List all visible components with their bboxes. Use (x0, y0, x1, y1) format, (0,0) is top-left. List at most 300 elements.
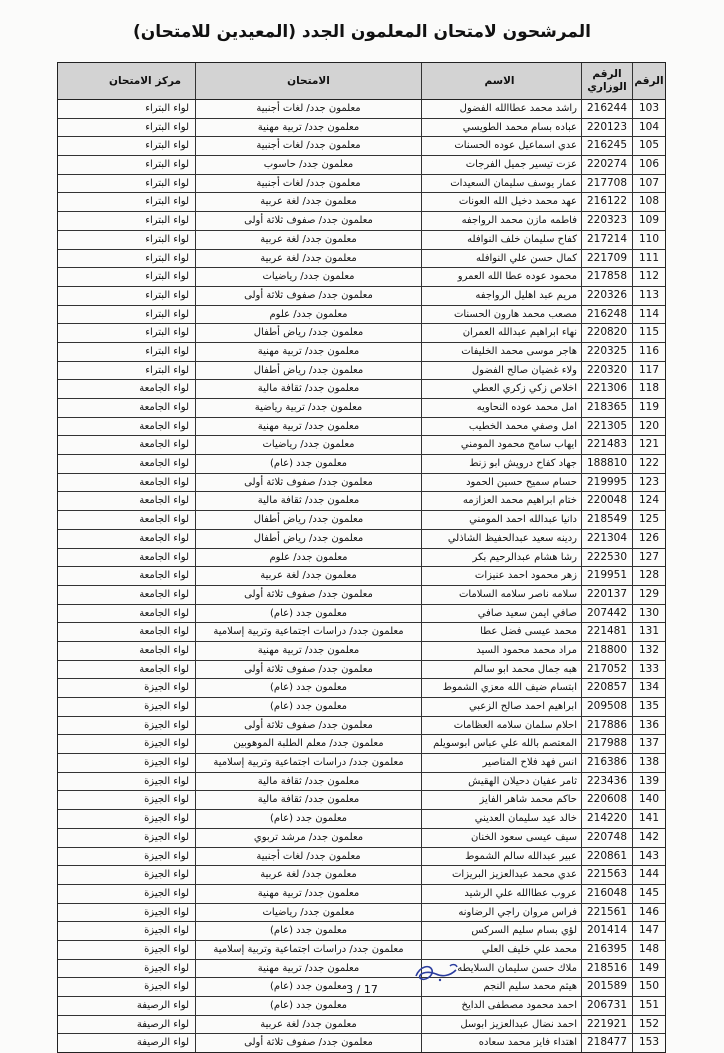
row-number: 130 (632, 605, 665, 623)
row-number: 128 (632, 567, 665, 585)
candidate-name: عهد محمد دخيل الله العونات (421, 193, 581, 211)
table-row (58, 492, 665, 511)
exam-center: لواء الرصيفة (136, 1018, 189, 1030)
header-ministry-line1: الرقم (592, 68, 622, 80)
exam-type: معلمون جدد/ لغة عربية (195, 1016, 421, 1034)
table-body (58, 100, 665, 1052)
candidate-name: مريم عبد اهليل الرواجفه (421, 287, 581, 305)
row-number: 142 (632, 829, 665, 847)
exam-type: معلمون جدد/ لغة عربية (195, 193, 421, 211)
candidate-name: فراس مروان راجي الرضاونه (421, 904, 581, 922)
candidate-name: امل محمد عوده النحاويه (421, 399, 581, 417)
candidate-name: اهتداء فايز محمد سعاده (421, 1034, 581, 1052)
ministry-number: 221305 (581, 418, 632, 436)
row-number: 124 (632, 492, 665, 510)
table-row (58, 698, 665, 717)
exam-type: معلمون جدد/ رياضيات (195, 268, 421, 286)
ministry-number: 218365 (581, 399, 632, 417)
table-row (58, 362, 665, 381)
ministry-number: 220323 (581, 212, 632, 230)
candidate-name: محمود عوده عطا الله العمرو (421, 268, 581, 286)
table-row (58, 605, 665, 624)
exam-center: لواء البتراء (145, 103, 189, 114)
row-number: 141 (632, 810, 665, 828)
page-title: المرشحون لامتحان المعلمون الجدد (المعيدين للامتحان) (133, 22, 591, 42)
exam-center: لواء الجامعة (139, 607, 189, 619)
row-number: 119 (632, 399, 665, 417)
ministry-number: 217858 (581, 268, 632, 286)
row-number: 146 (632, 904, 665, 922)
row-number: 116 (632, 343, 665, 361)
exam-type: معلمون جدد/ رياض أطفال (195, 530, 421, 548)
exam-center: لواء البتراء (145, 364, 189, 376)
row-number: 149 (632, 960, 665, 978)
ministry-number: 223436 (581, 773, 632, 791)
ministry-number: 218516 (581, 960, 632, 978)
ministry-number: 220048 (581, 492, 632, 510)
row-number: 147 (632, 922, 665, 940)
table-row (58, 829, 665, 848)
candidate-name: ملاك حسن سليمان السلايطه (421, 960, 581, 978)
ministry-number: 216048 (581, 885, 632, 903)
exam-type: معلمون جدد/ صفوف ثلاثة أولى (195, 474, 421, 492)
row-number: 148 (632, 941, 665, 959)
candidate-name: اخلاص زكي زكري العطي (421, 380, 581, 398)
candidate-name: حسام سميح حسين الحمود (421, 474, 581, 492)
row-number: 151 (632, 997, 665, 1015)
table-row (58, 661, 665, 680)
table-row (58, 773, 665, 792)
table-row (58, 922, 665, 941)
candidate-name: سيف عيسى سعود الخنان (421, 829, 581, 847)
exam-type: معلمون جدد/ علوم (195, 549, 421, 567)
exam-type: معلمون جدد/ رياض أطفال (195, 324, 421, 342)
exam-center: لواء الجامعة (139, 588, 189, 600)
row-number: 129 (632, 586, 665, 604)
candidate-name: سلامه ناصر سلامه السلامات (421, 586, 581, 604)
exam-type: معلمون جدد/ لغة عربية (195, 250, 421, 268)
table-row (58, 418, 665, 437)
table-row (58, 754, 665, 773)
candidate-name: هبه جمال محمد ابو سالم (421, 661, 581, 679)
candidate-name: عروب عطاالله علي الرشيد (421, 885, 581, 903)
candidate-name: دانيا عبدالله احمد المومني (421, 511, 581, 529)
candidate-name: نهاء ابراهيم عبدالله العمران (421, 324, 581, 342)
table-row (58, 941, 665, 960)
ministry-number: 221481 (581, 623, 632, 641)
exam-type: معلمون جدد/ تربية مهنية (195, 418, 421, 436)
header-exam: الامتحان (195, 63, 421, 99)
exam-type: معلمون جدد/ صفوف ثلاثة أولى (195, 1034, 421, 1052)
candidate-name: عدي اسماعيل عوده الحسنات (421, 137, 581, 155)
exam-type: معلمون جدد (عام) (195, 810, 421, 828)
table-row (58, 791, 665, 810)
exam-center: لواء الجامعة (139, 570, 189, 582)
exam-type: معلمون جدد/ لغة عربية (195, 567, 421, 585)
exam-type: معلمون جدد/ معلم الطلبة الموهوبين (195, 735, 421, 753)
candidate-name: محمد عيسى فضل عطا (421, 623, 581, 641)
ministry-number: 221483 (581, 436, 632, 454)
exam-center: لواء الجيزة (144, 981, 189, 993)
row-number: 125 (632, 511, 665, 529)
row-number: 135 (632, 698, 665, 716)
exam-type: معلمون جدد/ صفوف ثلاثة أولى (195, 661, 421, 679)
row-number: 112 (632, 268, 665, 286)
ministry-number: 216386 (581, 754, 632, 772)
row-number: 143 (632, 848, 665, 866)
candidate-name: فاطمه مازن محمد الرواجفه (421, 212, 581, 230)
exam-type: معلمون جدد/ ثقافة مالية (195, 791, 421, 809)
exam-center: لواء البتراء (145, 215, 189, 227)
ministry-number: 221921 (581, 1016, 632, 1034)
table-row (58, 997, 665, 1016)
exam-center: لواء البتراء (145, 159, 189, 171)
candidate-name: احمد نضال عبدالعزيز ابوسل (421, 1016, 581, 1034)
exam-center: لواء البتراء (145, 345, 189, 357)
exam-type: معلمون جدد/ رياضيات (195, 436, 421, 454)
exam-type: معلمون جدد/ لغات أجنبية (195, 137, 421, 155)
exam-type: معلمون جدد/ ثقافة مالية (195, 380, 421, 398)
table-row (58, 455, 665, 474)
header-center: مركز الامتحان (108, 75, 181, 87)
exam-type: معلمون جدد/ رياضيات (195, 904, 421, 922)
candidate-name: المعتصم بالله علي عباس ابوسويلم (421, 735, 581, 753)
exam-type: معلمون جدد (عام) (195, 997, 421, 1015)
ministry-number: 221561 (581, 904, 632, 922)
candidate-name: حاكم محمد شاهر الفايز (421, 791, 581, 809)
row-number: 133 (632, 661, 665, 679)
ministry-number: 188810 (581, 455, 632, 473)
table-row (58, 642, 665, 661)
table-row (58, 866, 665, 885)
table-row (58, 324, 665, 343)
exam-center: لواء الجامعة (139, 626, 189, 638)
exam-type: معلمون جدد/ لغات أجنبية (195, 100, 421, 118)
exam-type: معلمون جدد/ ثقافة مالية (195, 492, 421, 510)
ministry-number: 220320 (581, 362, 632, 380)
candidate-name: ايهاب سامح محمود المومني (421, 436, 581, 454)
candidate-name: زهر محمود احمد عنيزات (421, 567, 581, 585)
exam-center: لواء البتراء (145, 140, 189, 152)
ministry-number: 217886 (581, 717, 632, 735)
ministry-number: 221306 (581, 380, 632, 398)
signature-mark (410, 958, 470, 986)
exam-type: معلمون جدد/ علوم (195, 306, 421, 324)
exam-center: لواء الجامعة (139, 551, 189, 563)
exam-type: معلمون جدد/ رياض أطفال (195, 511, 421, 529)
candidate-name: احمد محمود مصطفى الدايخ (421, 997, 581, 1015)
exam-center: لواء الجيزة (144, 962, 189, 974)
exam-center: لواء الجامعة (139, 439, 189, 451)
table-row (58, 567, 665, 586)
table-row (58, 1016, 665, 1035)
exam-center: لواء الجامعة (139, 663, 189, 675)
exam-center: لواء الجيزة (144, 813, 189, 825)
ministry-number: 217214 (581, 231, 632, 249)
ministry-number: 221304 (581, 530, 632, 548)
table-row (58, 250, 665, 269)
table-row (58, 810, 665, 829)
ministry-number: 206731 (581, 997, 632, 1015)
table-row (58, 530, 665, 549)
exam-center: لواء الجامعة (139, 458, 189, 470)
exam-center: لواء الجامعة (139, 420, 189, 432)
row-number: 126 (632, 530, 665, 548)
exam-center: لواء البتراء (145, 196, 189, 208)
candidate-name: احلام سلمان سلامه العظامات (421, 717, 581, 735)
row-number: 117 (632, 362, 665, 380)
table-row (58, 717, 665, 736)
exam-center: لواء الرصيفة (136, 1000, 189, 1011)
exam-center: لواء الجيزة (144, 906, 189, 918)
exam-center: لواء الرصيفة (136, 1037, 189, 1049)
ministry-number: 209508 (581, 698, 632, 716)
table-row (58, 231, 665, 250)
header-ministry-number (581, 63, 632, 99)
row-number: 118 (632, 380, 665, 398)
table-row (58, 885, 665, 904)
ministry-number: 220325 (581, 343, 632, 361)
exam-type: معلمون جدد/ لغة عربية (195, 866, 421, 884)
header-name: الاسم (421, 63, 581, 99)
table-row (58, 904, 665, 923)
ministry-number: 221709 (581, 250, 632, 268)
row-number: 107 (632, 175, 665, 193)
ministry-number: 220608 (581, 791, 632, 809)
row-number: 109 (632, 212, 665, 230)
table-row (58, 960, 665, 979)
candidate-name: ولاء غضيان صالح الفضول (421, 362, 581, 380)
exam-type: معلمون جدد/ تربية مهنية (195, 642, 421, 660)
row-number: 103 (632, 100, 665, 118)
table-row (58, 100, 665, 119)
candidate-name: عباده بسام محمد الطويسي (421, 119, 581, 137)
candidate-name: محمد علي خليف العلي (421, 941, 581, 959)
exam-center: لواء الجيزة (144, 850, 189, 862)
exam-center: لواء الجيزة (144, 775, 189, 787)
row-number: 136 (632, 717, 665, 735)
candidates-table (57, 62, 666, 1053)
table-row (58, 306, 665, 325)
page-number: 3 / 17 (346, 983, 378, 996)
table-row (58, 119, 665, 138)
candidate-name: عدي محمد عبدالعزيز البريزات (421, 866, 581, 884)
row-number: 153 (632, 1034, 665, 1052)
table-row (58, 474, 665, 493)
table-row (58, 175, 665, 194)
candidate-name: انس فهد فلاح المناصير (421, 754, 581, 772)
table-row (58, 1034, 665, 1052)
row-number: 140 (632, 791, 665, 809)
header-num: الرقم (632, 63, 665, 99)
exam-center: لواء البتراء (145, 121, 189, 133)
ministry-number: 216395 (581, 941, 632, 959)
exam-type: معلمون جدد/ لغات أجنبية (195, 175, 421, 193)
exam-type: معلمون جدد/ تربية رياضية (195, 399, 421, 417)
exam-type: معلمون جدد/ دراسات اجتماعية وتربية إسلامية (195, 623, 421, 641)
row-number: 113 (632, 287, 665, 305)
exam-center: لواء الجامعة (139, 644, 189, 656)
row-number: 127 (632, 549, 665, 567)
candidate-name: مراد محمد محمود السيد (421, 642, 581, 660)
candidate-name: كمال حسن علي النوافله (421, 250, 581, 268)
candidate-name: هيثم محمد سليم النجم (421, 978, 581, 996)
row-number: 152 (632, 1016, 665, 1034)
exam-center: لواء البتراء (145, 233, 189, 245)
exam-center: لواء البتراء (145, 177, 189, 189)
row-number: 123 (632, 474, 665, 492)
row-number: 137 (632, 735, 665, 753)
ministry-number: 220326 (581, 287, 632, 305)
exam-type: معلمون جدد (عام) (195, 455, 421, 473)
candidate-name: خالد عيد سليمان العديني (421, 810, 581, 828)
table-row (58, 212, 665, 231)
row-number: 150 (632, 978, 665, 996)
exam-center: لواء الجامعة (139, 532, 189, 544)
ministry-number: 218800 (581, 642, 632, 660)
exam-center: لواء الجيزة (144, 869, 189, 881)
exam-center: لواء الجيزة (144, 794, 189, 806)
table-row (58, 399, 665, 418)
candidate-name: مصعب محمد هارون الحسنات (421, 306, 581, 324)
exam-type: معلمون جدد/ صفوف ثلاثة أولى (195, 212, 421, 230)
candidate-name: ختام ابراهيم محمد العزازمه (421, 492, 581, 510)
exam-type: معلمون جدد/ دراسات اجتماعية وتربية إسلامية (195, 941, 421, 959)
row-number: 104 (632, 119, 665, 137)
exam-type: معلمون جدد/ لغات أجنبية (195, 848, 421, 866)
ministry-number: 214220 (581, 810, 632, 828)
header-ministry-line2: الوزاري (587, 81, 627, 93)
ministry-number: 217708 (581, 175, 632, 193)
ministry-number: 220123 (581, 119, 632, 137)
exam-center: لواء البتراء (145, 252, 189, 264)
row-number: 111 (632, 250, 665, 268)
exam-type: معلمون جدد (عام) (195, 605, 421, 623)
exam-center: لواء الجيزة (144, 682, 189, 694)
table-row (58, 343, 665, 362)
row-number: 131 (632, 623, 665, 641)
exam-center: لواء البتراء (145, 289, 189, 301)
ministry-number: 220137 (581, 586, 632, 604)
exam-center: لواء الجيزة (144, 925, 189, 937)
candidate-name: ثامر عفيان دحيلان الهقيش (421, 773, 581, 791)
exam-type: معلمون جدد/ مرشد تربوي (195, 829, 421, 847)
exam-type: معلمون جدد/ تربية مهنية (195, 119, 421, 137)
exam-center: لواء الجامعة (139, 495, 189, 507)
candidate-name: عزت تيسير جميل الفرجات (421, 156, 581, 174)
exam-type: معلمون جدد/ صفوف ثلاثة أولى (195, 717, 421, 735)
ministry-number: 217988 (581, 735, 632, 753)
ministry-number: 218549 (581, 511, 632, 529)
exam-center: لواء الجامعة (139, 514, 189, 526)
table-row (58, 380, 665, 399)
ministry-number: 216248 (581, 306, 632, 324)
candidate-name: ابراهيم احمد صالح الزعبي (421, 698, 581, 716)
candidate-name: ردينه سعيد عبدالحفيظ الشاذلي (421, 530, 581, 548)
ministry-number: 220274 (581, 156, 632, 174)
ministry-number: 201589 (581, 978, 632, 996)
ministry-number: 216244 (581, 100, 632, 118)
row-number: 110 (632, 231, 665, 249)
candidate-name: جهاد كفاح درويش ابو زنط (421, 455, 581, 473)
candidate-name: عبير عبدالله سالم الشموط (421, 848, 581, 866)
row-number: 121 (632, 436, 665, 454)
table-row (58, 436, 665, 455)
exam-type: معلمون جدد/ تربية مهنية (195, 343, 421, 361)
exam-type: معلمون جدد (عام) (195, 922, 421, 940)
ministry-number: 220861 (581, 848, 632, 866)
table-row (58, 156, 665, 175)
exam-type: معلمون جدد/ حاسوب (195, 156, 421, 174)
row-number: 114 (632, 306, 665, 324)
table-row (58, 268, 665, 287)
table-row (58, 623, 665, 642)
exam-center: لواء الجيزة (144, 757, 189, 769)
exam-center: لواء الجيزة (144, 719, 189, 731)
exam-center: لواء الجامعة (139, 402, 189, 413)
row-number: 105 (632, 137, 665, 155)
exam-center: لواء البتراء (145, 271, 189, 283)
row-number: 132 (632, 642, 665, 660)
exam-center: لواء البتراء (145, 308, 189, 320)
table-row (58, 193, 665, 212)
exam-type: معلمون جدد (عام) (195, 978, 421, 996)
row-number: 134 (632, 679, 665, 697)
ministry-number: 219951 (581, 567, 632, 585)
exam-type: معلمون جدد/ لغة عربية (195, 231, 421, 249)
exam-type: معلمون جدد/ رياض أطفال (195, 362, 421, 380)
candidate-name: عمار يوسف سليمان السعيدات (421, 175, 581, 193)
exam-type: معلمون جدد (عام) (195, 698, 421, 716)
table-row (58, 848, 665, 867)
ministry-number: 218477 (581, 1034, 632, 1052)
row-number: 138 (632, 754, 665, 772)
exam-center: لواء البتراء (145, 327, 189, 339)
exam-type: معلمون جدد/ ثقافة مالية (195, 773, 421, 791)
exam-center: لواء الجيزة (144, 831, 189, 843)
exam-center: لواء الجيزة (144, 738, 189, 750)
ministry-number: 201414 (581, 922, 632, 940)
ministry-number: 220748 (581, 829, 632, 847)
exam-type: معلمون جدد/ تربية مهنية (195, 885, 421, 903)
candidate-name: صافي ايمن سعيد صافي (421, 605, 581, 623)
exam-type: معلمون جدد/ تربية مهنية (195, 960, 421, 978)
row-number: 120 (632, 418, 665, 436)
exam-center: لواء الجيزة (144, 943, 189, 955)
ministry-number: 219995 (581, 474, 632, 492)
ministry-number: 216122 (581, 193, 632, 211)
table-row (58, 735, 665, 754)
exam-type: معلمون جدد/ دراسات اجتماعية وتربية إسلامية (195, 754, 421, 772)
ministry-number: 220857 (581, 679, 632, 697)
exam-type: معلمون جدد/ صفوف ثلاثة أولى (195, 287, 421, 305)
table-row (58, 287, 665, 306)
row-number: 145 (632, 885, 665, 903)
ministry-number: 220820 (581, 324, 632, 342)
candidate-name: ابتسام ضيف الله معزي الشموط (421, 679, 581, 697)
table-row (58, 137, 665, 156)
table-row (58, 549, 665, 568)
row-number: 106 (632, 156, 665, 174)
exam-center: لواء الجيزة (144, 701, 189, 712)
ministry-number: 217052 (581, 661, 632, 679)
table-header (58, 63, 665, 100)
candidate-name: رشا هشام عبدالرحيم بكر (421, 549, 581, 567)
table-row (58, 586, 665, 605)
ministry-number: 222530 (581, 549, 632, 567)
exam-type: معلمون جدد (عام) (195, 679, 421, 697)
ministry-number: 207442 (581, 605, 632, 623)
